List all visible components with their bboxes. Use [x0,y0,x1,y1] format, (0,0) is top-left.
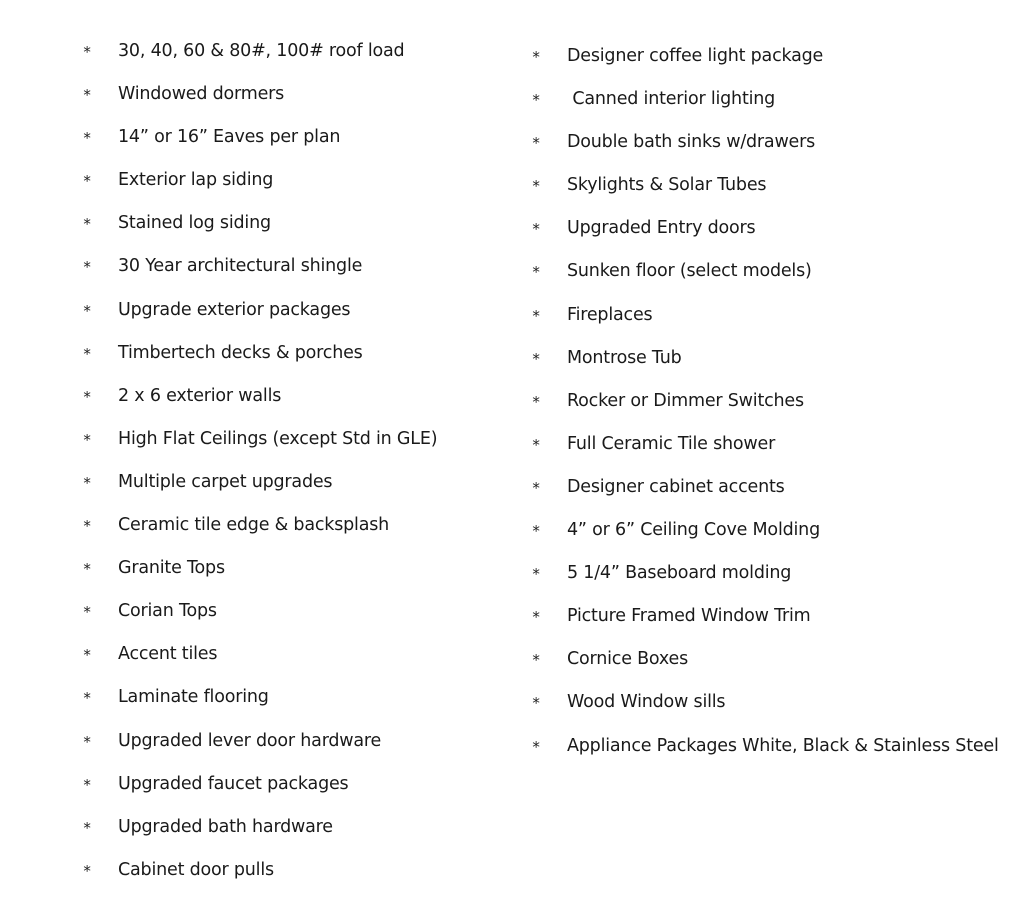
list-item-label: Windowed dormers [118,84,285,105]
list-item-label: Upgrade exterior packages [118,299,351,320]
list-item-label: Picture Framed Window Trim [567,606,811,627]
list-item-label: Montrose Tub [567,347,682,368]
asterisk-bullet-icon: * [532,694,540,713]
asterisk-bullet-icon: * [83,818,91,837]
list-item-label: Sunken floor (select models) [567,261,812,282]
list-item-label: Wood Window sills [567,692,726,713]
asterisk-bullet-icon: * [532,478,540,497]
asterisk-bullet-icon: * [532,651,540,670]
list-item-label: Ceramic tile edge & backsplash [118,515,390,536]
asterisk-bullet-icon: * [83,258,91,277]
list-item-label: Double bath sinks w/drawers [567,132,816,153]
list-item-label: Designer cabinet accents [567,476,785,497]
asterisk-bullet-icon: * [83,775,91,794]
list-item-label: Cabinet door pulls [118,859,274,880]
list-item-label: 2 x 6 exterior walls [118,385,282,406]
list-item-label: Upgraded bath hardware [118,816,333,837]
list-item-label: Canned interior lighting [567,89,776,110]
list-item-label: Designer coffee light package [567,46,824,66]
list-item-label: Appliance Packages White, Black & Stainless Steel [567,735,999,756]
list-item-label: Accent tiles [118,644,218,665]
asterisk-bullet-icon: * [532,565,540,584]
list-item-label: Laminate flooring [118,687,269,708]
list-item-label: Stained log siding [118,213,271,234]
list-item-label: Exterior lap siding [118,170,274,191]
list-item-label: Granite Tops [118,558,225,579]
asterisk-bullet-icon: * [83,86,91,105]
list-item-label: 5 1/4” Baseboard molding [567,563,792,584]
asterisk-bullet-icon: * [83,129,91,148]
list-item-label: 14” or 16” Eaves per plan [118,127,341,148]
asterisk-bullet-icon: * [83,646,91,665]
asterisk-bullet-icon: * [532,220,540,239]
asterisk-bullet-icon: * [532,91,540,110]
asterisk-bullet-icon: * [532,737,540,756]
asterisk-bullet-icon: * [83,517,91,536]
asterisk-bullet-icon: * [532,306,540,325]
list-item-label: 30 Year architectural shingle [118,256,363,277]
list-item-label: Upgraded faucet packages [118,773,349,794]
list-item-label: Skylights & Solar Tubes [567,175,767,196]
list-item-label: Corian Tops [118,601,217,622]
asterisk-bullet-icon: * [532,608,540,627]
asterisk-bullet-icon: * [83,430,91,449]
list-item-label: Full Ceramic Tile shower [567,433,776,454]
asterisk-bullet-icon: * [83,387,91,406]
asterisk-bullet-icon: * [83,344,91,363]
asterisk-bullet-icon: * [83,473,91,492]
asterisk-bullet-icon: * [532,134,540,153]
asterisk-bullet-icon: * [83,43,91,61]
list-item-label: 4” or 6” Ceiling Cove Molding [567,520,820,541]
asterisk-bullet-icon: * [532,435,540,454]
asterisk-bullet-icon: * [532,392,540,411]
asterisk-bullet-icon: * [83,603,91,622]
list-item-label: Multiple carpet upgrades [118,471,333,492]
list-item-label: Fireplaces [567,304,653,325]
asterisk-bullet-icon: * [532,522,540,541]
asterisk-bullet-icon: * [83,560,91,579]
asterisk-bullet-icon: * [83,732,91,751]
asterisk-bullet-icon: * [83,301,91,320]
asterisk-bullet-icon: * [532,349,540,368]
asterisk-bullet-icon: * [532,48,540,66]
asterisk-bullet-icon: * [83,689,91,708]
list-item-label: Cornice Boxes [567,649,688,670]
list-item-label: High Flat Ceilings (except Std in GLE) [118,428,438,449]
asterisk-bullet-icon: * [83,861,91,880]
list-item-label: Upgraded Entry doors [567,218,756,239]
asterisk-bullet-icon: * [83,215,91,234]
list-item-label: 30, 40, 60 & 80#, 100# roof load [118,41,405,61]
asterisk-bullet-icon: * [532,177,540,196]
list-item-label: Rocker or Dimmer Switches [567,390,804,411]
asterisk-bullet-icon: * [532,263,540,282]
list-item-label: Timbertech decks & porches [118,342,363,363]
list-item-label: Upgraded lever door hardware [118,730,382,751]
asterisk-bullet-icon: * [83,172,91,191]
